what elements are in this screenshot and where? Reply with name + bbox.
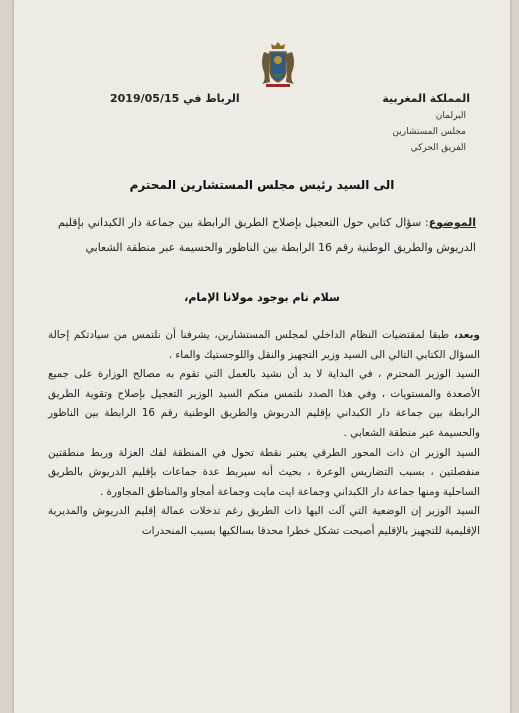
subject-text: : سؤال كتابي حول التعجيل بإصلاح الطريق الرابطة بين جماعة دار الكبداني بإقليم الدريوش والطريق الوطنية رقم 16 الرابطة بين الناظور والحسيمة عبر منطقة الشعابي [58, 216, 476, 254]
body-paragraph-1 [48, 326, 480, 365]
kingdom-name: المملكة المغربية [382, 92, 470, 105]
parliament-name: البرلمان [435, 111, 466, 121]
letter-date: الرباط في 2019/05/15 [110, 92, 240, 105]
subject-paragraph [58, 210, 476, 260]
body-paragraph-2: السيد الوزير المحترم ، في البداية لا بد أن نشيد بالعمل التي تقوم به مصالح الوزارة على جميع الأصعدة والمستويات ، وفي هذا الصدد نلتمس منكم السيد الوزير التعجيل بإصلاح وتقوية الطريق الرابطة بين جماعة دار الكبداني بإقليم الدريوش والطريق الوطنية رقم 16 الرابطة بين الناظور والحسيمة عبر منطقة الشعابي . [48, 368, 480, 439]
body-paragraph-1-text: طبقا لمقتضيات النظام الداخلي لمجلس المستشارين، يشرفنا أن نلتمس من سيادتكم إحالة السؤال الكتابي التالي الى السيد وزير التجهيز والنقل واللوجستيك والماء . [48, 329, 480, 361]
letter-body [48, 326, 480, 542]
letter-page [14, 0, 510, 713]
council-name: مجلس المستشارين [392, 127, 466, 137]
addressee-line: الى السيد رئيس مجلس المستشارين المحترم [129, 178, 395, 192]
greeting-line: سلام تام بوجود مولانا الإمام، [184, 291, 340, 304]
body-paragraph-4: السيد الوزير إن الوضعية التي آلت اليها ذات الطريق رغم تدخلات عمالة إقليم الدريوش والمديرية الإقليمية للتجهيز بالإقليم أصبحت تشكل خطرا محدقا بسالكيها بسبب المنحدرات [48, 505, 480, 537]
subject-label: الموضوع [428, 216, 476, 229]
group-name: الفريق الحركي [410, 143, 466, 153]
moroccan-coat-of-arms-emblem [256, 40, 300, 88]
body-lead-word: وبعد، [453, 329, 480, 341]
body-paragraph-3: السيد الوزير ان ذات المحور الطرقي يعتبر نقطة تحول في المنطقة لفك العزلة وربط منطقتين منفصلتين ، بسبب التضاريس الوعرة ، بحيث أنه سيربط عدة جماعات بإقليم الدريوش بالطريق الساحلية ومنها جماعة دار الكبداني وجماعة ايت مايت وجماعة أمجاو والمناطق المجاورة . [48, 446, 480, 498]
letterhead [330, 90, 470, 156]
